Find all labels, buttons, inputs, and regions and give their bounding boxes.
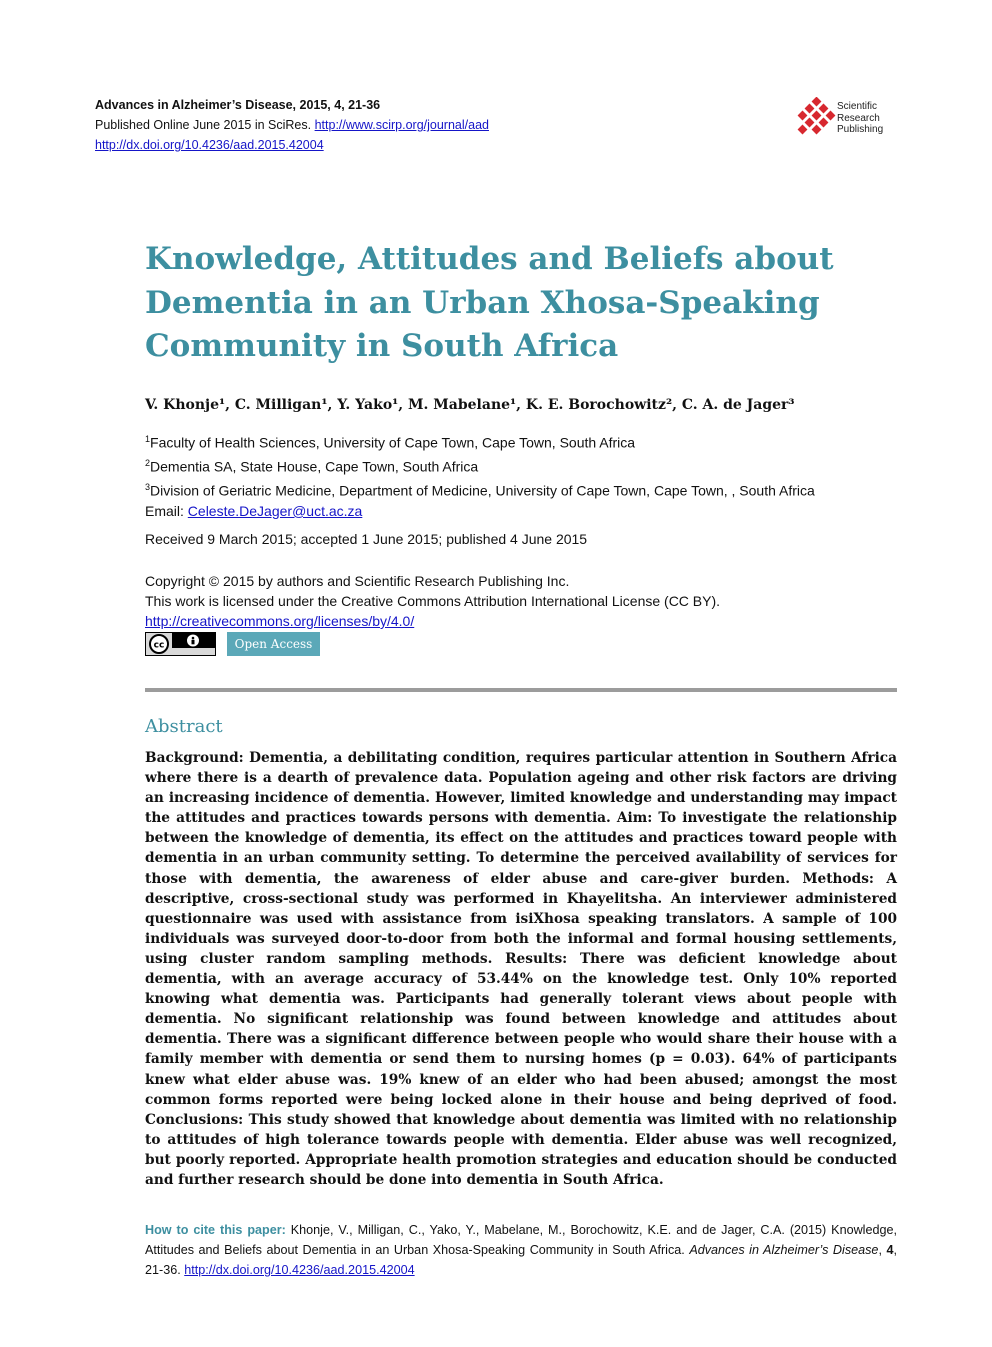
copyright-line: Copyright © 2015 by authors and Scientific Research Publishing Inc. — [145, 573, 570, 589]
publisher-logo — [796, 97, 906, 141]
copyright-block — [145, 571, 720, 631]
citation-text: Khonje, V., Milligan, C., Yako, Y., Mabelane, M., Borochowitz, K.E. and de Jager, C.A. (2015) Knowledge, Attitudes and Beliefs about Dementia in an Urban Xhosa-Speaking Community in South Africa. — [145, 1223, 897, 1257]
author-list: V. Khonje¹, C. Milligan¹, Y. Yako¹, M. Mabelane¹, K. E. Borochowitz², C. A. de Jager³ — [145, 397, 795, 413]
published-text: Published Online June 2015 in SciRes. — [95, 118, 312, 132]
journal-citation: Advances in Alzheimer’s Disease, 2015, 4, 21-36 — [95, 98, 381, 112]
citation-separator: , — [878, 1243, 887, 1257]
cc-by-badge[interactable] — [145, 632, 216, 656]
cc-by-icon — [146, 633, 215, 655]
affiliations — [145, 429, 815, 521]
citation-block — [145, 1220, 897, 1280]
affiliation-text: Faculty of Health Sciences, University of Cape Town, Cape Town, South Africa — [150, 434, 636, 451]
journal-header — [95, 95, 489, 155]
affiliation-1 — [145, 429, 815, 453]
affiliation-number: 3 — [145, 481, 151, 492]
citation-volume: 4 — [886, 1243, 894, 1257]
citation-doi-link[interactable]: http://dx.doi.org/10.4236/aad.2015.42004 — [184, 1263, 415, 1277]
journal-link[interactable]: http://www.scirp.org/journal/aad — [314, 118, 489, 132]
doi-link[interactable]: http://dx.doi.org/10.4236/aad.2015.42004 — [95, 138, 324, 152]
affiliation-3 — [145, 477, 815, 501]
email-label: Email: — [145, 502, 188, 519]
email-link[interactable]: Celeste.DeJager@uct.ac.za — [187, 502, 363, 519]
citation-label: How to cite this paper: — [145, 1223, 286, 1237]
affiliation-text: Division of Geriatric Medicine, Department of Medicine, University of Cape Town, Cape Town, , South Africa — [150, 482, 815, 499]
affiliation-number: 1 — [145, 434, 151, 444]
scirp-logo-icon — [796, 97, 836, 141]
logo-text — [837, 101, 883, 136]
affiliation-number: 2 — [145, 457, 151, 468]
license-line: This work is licensed under the Creative Commons Attribution International License (CC BY). — [145, 593, 721, 609]
logo-line-1: Scientific — [837, 101, 878, 112]
citation-pages: , 21-36. — [145, 1243, 898, 1277]
logo-line-3: Publishing — [837, 124, 884, 135]
open-access-badge[interactable]: Open Access — [227, 632, 320, 656]
paper-title: Knowledge, Attitudes and Beliefs about Dementia in an Urban Xhosa-Speaking Community in South Africa — [145, 241, 834, 364]
received-dates: Received 9 March 2015; accepted 1 June 2015; published 4 June 2015 — [145, 531, 588, 547]
abstract-text: Background: Dementia, a debilitating condition, requires particular attention in Southern Africa where there is a dearth of prevalence data. Population ageing and other risk factors are driving an increasing incidence of dementia. However, limited knowledge and understanding may impact the attitudes and practices towards persons with dementia. Aim: To investigate the relationship between the knowledge of dementia, its effect on the attitudes and practices toward people with dementia in an urban community setting. To determine the perceived availability of services for those with dementia, the awareness of elder abuse and care-giver burden. Methods: A descriptive, cross-sectional study was performed in Khayelitsha. An interviewer administered questionnaire was used with assistance from isiXhosa speaking translators. A sample of 100 individuals was surveyed door-to-door from both the informal and formal housing settlements, using cluster random sampling methods. Results: There was deficient knowledge about dementia, with an average accuracy of 53.44% on the knowledge test. Only 10% reported knowing what dementia was. Participants had generally tolerant views about people with dementia. No significant relationship was found between knowledge and attitudes about dementia. There was a significant difference between people who would share their house with a family member with dementia or send them to nursing homes (p = 0.03). 64% of participants knew what elder abuse was. 19% knew of an elder who had been abused; amongst the most common forms reported were being locked alone in their house and being deprived of food. Conclusions: This study showed that knowledge about dementia was limited with no relationship to attitudes of high tolerance towards people with dementia. Elder abuse was well recognized, but poorly reported. Appropriate health promotion strategies and education should be conducted and further research should be done into dementia in South Africa. — [145, 750, 897, 1188]
svg-text:cc: cc — [153, 640, 165, 651]
abstract-heading: Abstract — [145, 716, 223, 737]
published-line — [95, 115, 489, 135]
email-line — [145, 501, 815, 521]
section-divider — [145, 688, 897, 692]
license-link[interactable]: http://creativecommons.org/licenses/by/4.0/ — [145, 613, 415, 629]
logo-line-2: Research — [837, 112, 880, 124]
affiliation-2 — [145, 453, 815, 477]
affiliation-text: Dementia SA, State House, Cape Town, South Africa — [150, 458, 479, 475]
citation-journal: Advances in Alzheimer’s Disease — [689, 1243, 879, 1257]
